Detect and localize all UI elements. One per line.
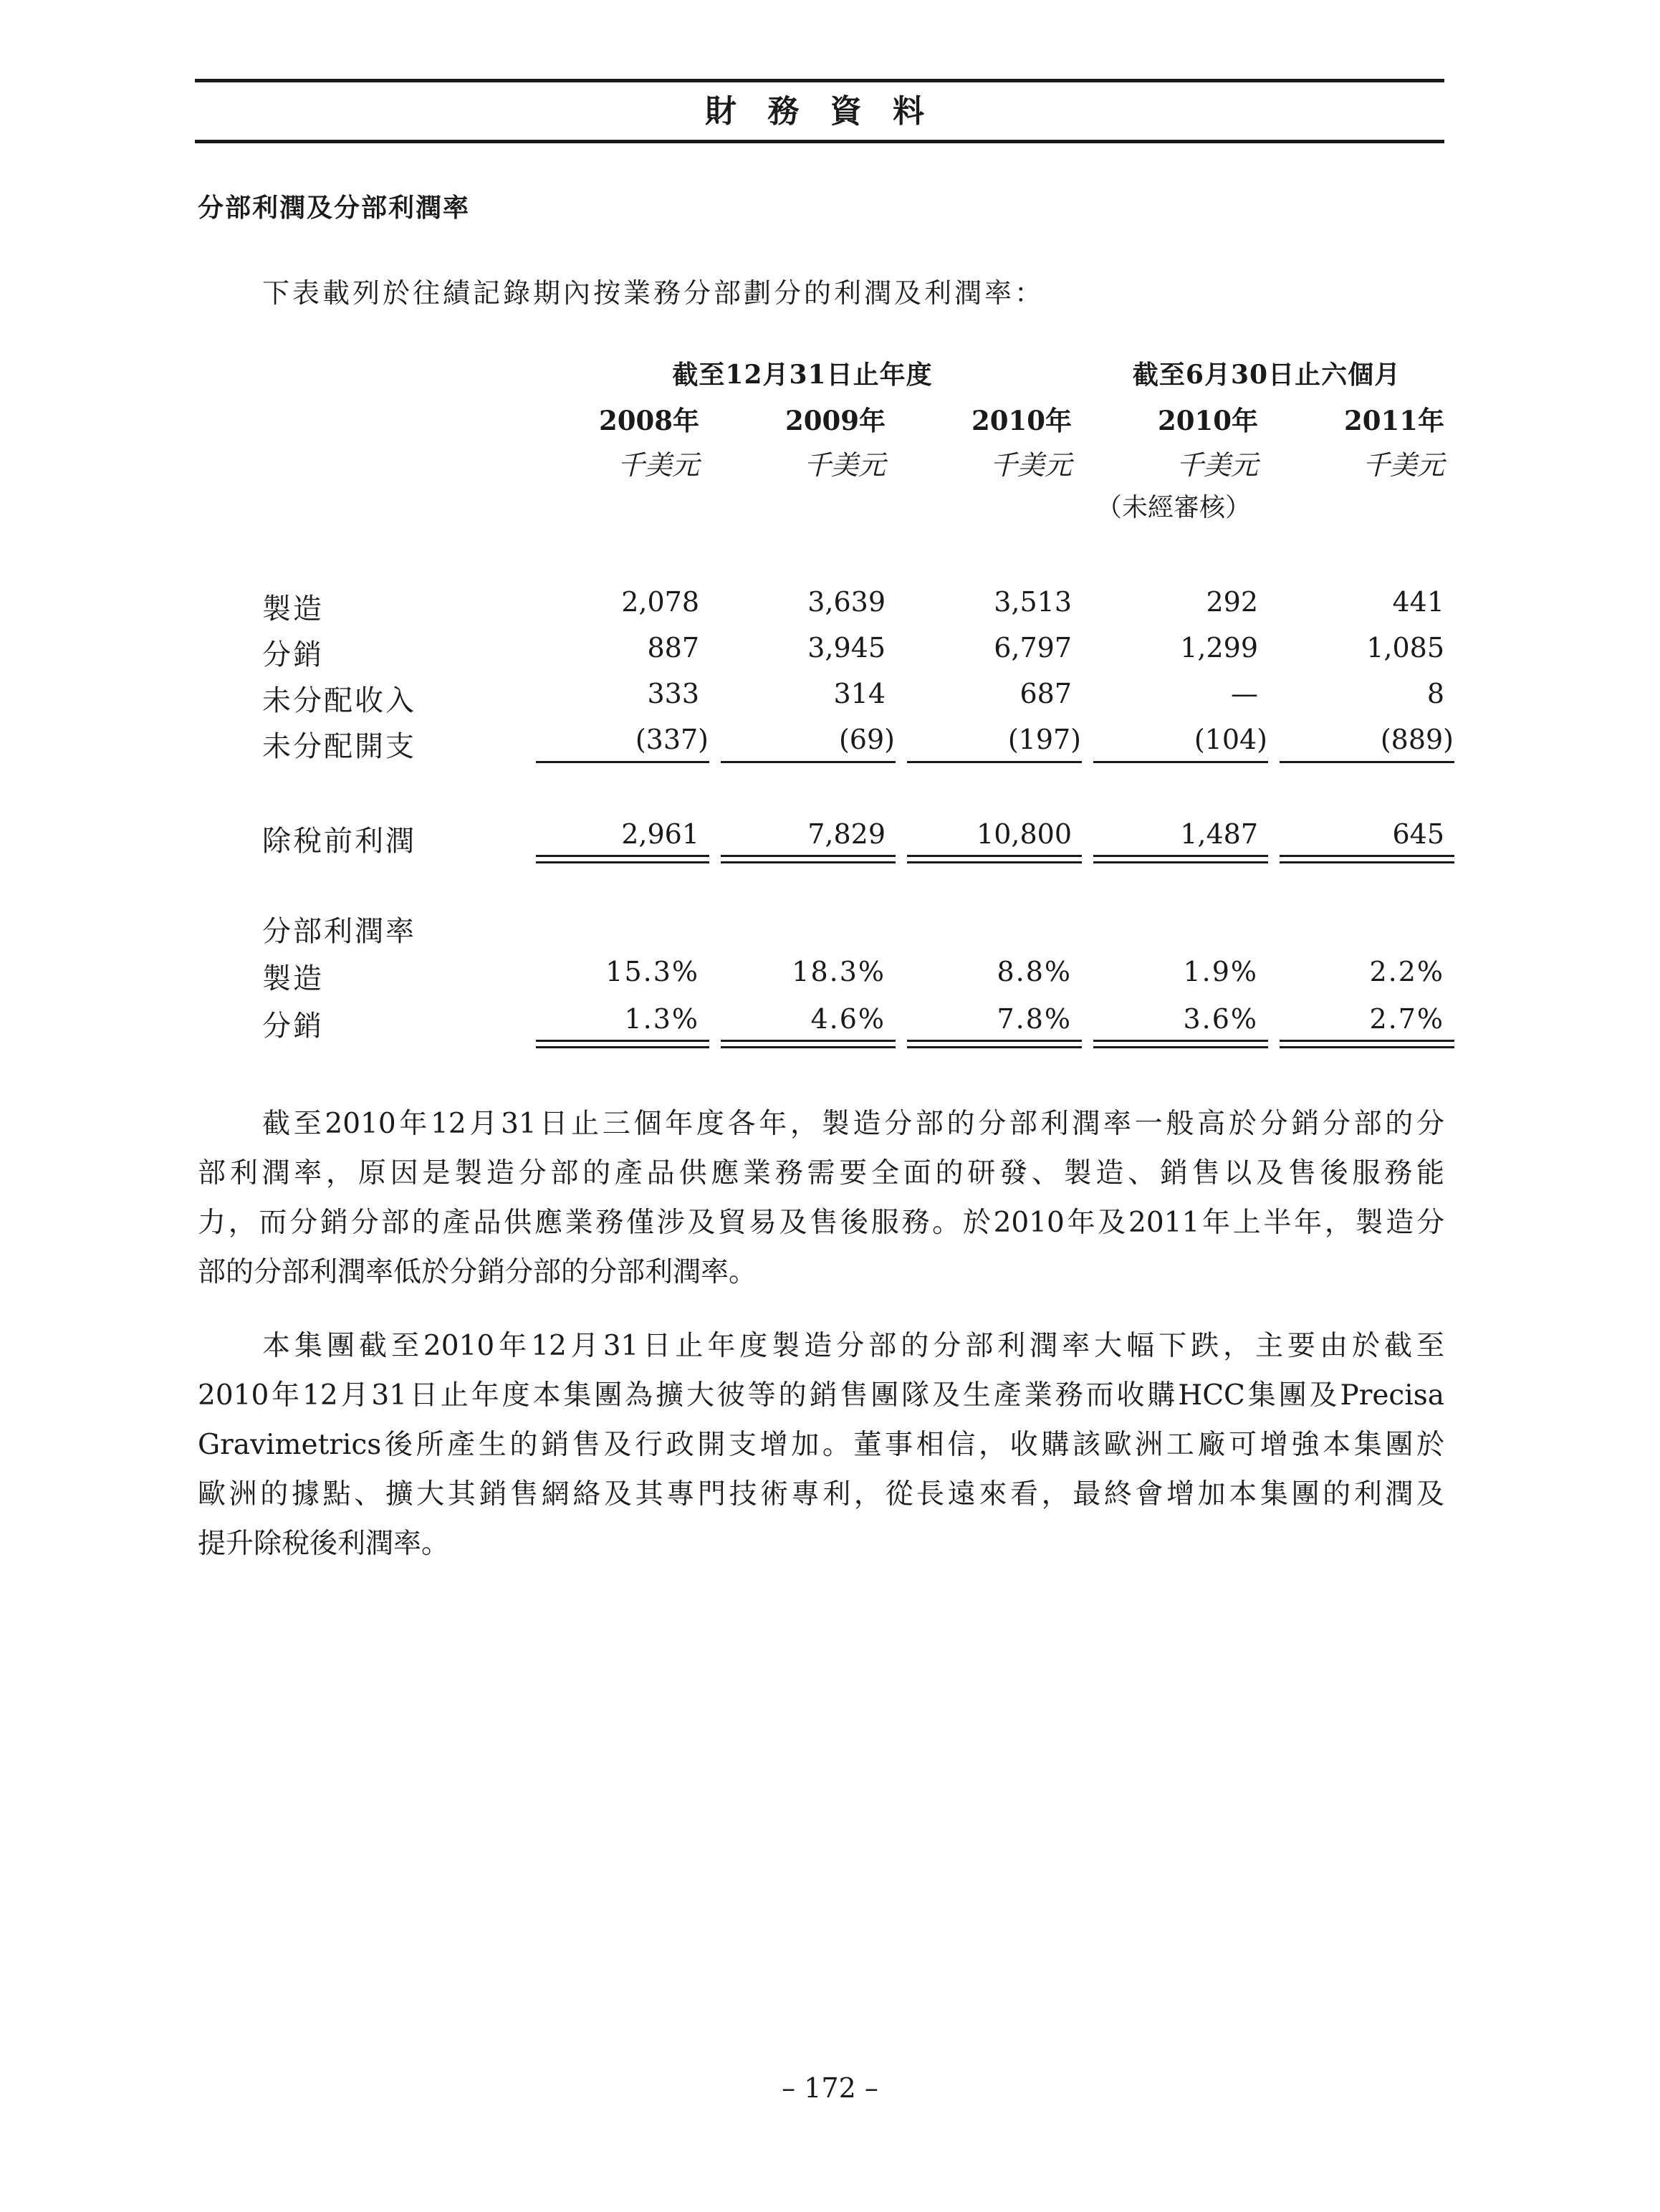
table-cell: 292	[1206, 586, 1258, 618]
subtotal-underline	[907, 761, 1082, 763]
table-cell: 441	[1392, 586, 1444, 618]
total-double-underline	[721, 855, 896, 857]
year-header: 2011年	[1344, 405, 1444, 436]
table-cell: 8	[1426, 678, 1444, 709]
margin-cell: 4.6%	[810, 1003, 886, 1035]
total-double-underline	[721, 861, 896, 863]
paragraph-line: Gravimetrics後所產生的銷售及行政開支增加。董事相信，收購該歐洲工廠可增強本集團於	[198, 1429, 1444, 1461]
row-label: 未分配收入	[262, 684, 416, 717]
row-label: 製造	[262, 593, 324, 626]
total-cell: 10,800	[977, 818, 1072, 850]
subtotal-underline	[1280, 761, 1454, 763]
total-double-underline	[1093, 861, 1268, 863]
table-cell: (104)	[1194, 724, 1267, 755]
margin-row-label: 製造	[262, 962, 324, 995]
margin-cell: 18.3%	[792, 956, 886, 987]
year-header: 2010年	[971, 405, 1072, 436]
margin-cell: 2.2%	[1369, 956, 1444, 987]
page-number: – 172 –	[782, 2072, 878, 2104]
total-double-underline	[1280, 855, 1454, 857]
table-cell: 1,085	[1366, 632, 1444, 664]
paragraph-line: 力，而分銷分部的產品供應業務僅涉及貿易及售後服務。於2010年及2011年上半年，製造分	[198, 1207, 1444, 1239]
paragraph-1	[198, 1099, 1444, 1297]
table-cell: (197)	[1007, 724, 1081, 755]
total-cell: 2,961	[621, 818, 699, 850]
table-cell: 3,639	[807, 586, 886, 618]
unaudited-note: （未經審核）	[1095, 493, 1251, 522]
table-cell: (337)	[635, 724, 709, 755]
year-header: 2010年	[1158, 405, 1258, 436]
margin-double-underline	[536, 1046, 709, 1048]
total-cell: 645	[1392, 818, 1444, 850]
total-double-underline	[1093, 855, 1268, 857]
paragraph-line: 2010年12月31日止年度本集團為擴大彼等的銷售團隊及生產業務而收購HCC集團及Precisa	[198, 1379, 1444, 1412]
unit-header: 千美元	[617, 449, 699, 481]
margin-double-underline	[1093, 1046, 1268, 1048]
margin-double-underline	[1280, 1040, 1454, 1042]
table-cell: 314	[833, 678, 886, 709]
year-header: 2008年	[599, 405, 699, 436]
column-group-annual: 截至12月31日止年度	[672, 360, 933, 390]
table-cell: 2,078	[621, 586, 699, 618]
table-cell: 3,513	[994, 586, 1072, 618]
table-cell: 3,945	[807, 632, 886, 664]
intro-text: 下表載列於往績記錄期內按業務分部劃分的利潤及利潤率：	[262, 277, 1045, 309]
table-cell: 333	[647, 678, 699, 709]
paragraph-line: 部利潤率，原因是製造分部的產品供應業務需要全面的研發、製造、銷售以及售後服務能	[198, 1157, 1444, 1189]
paragraph-line: 提升除稅後利潤率。	[198, 1528, 450, 1560]
margin-double-underline	[721, 1040, 896, 1042]
table-cell: 1,299	[1180, 632, 1258, 664]
year-header: 2009年	[785, 405, 886, 436]
total-cell: 7,829	[807, 818, 886, 850]
total-cell: 1,487	[1180, 818, 1258, 850]
unit-header: 千美元	[803, 449, 886, 481]
paragraph-2	[198, 1321, 1444, 1569]
margin-double-underline	[1280, 1046, 1454, 1048]
header-rule-top	[195, 79, 1444, 82]
subtotal-underline	[536, 761, 709, 763]
paragraph-line: 截至2010年12月31日止三個年度各年，製造分部的分部利潤率一般高於分銷分部的分	[262, 1108, 1444, 1140]
total-double-underline	[907, 855, 1082, 857]
table-cell: (69)	[838, 724, 895, 755]
table-cell: 6,797	[994, 632, 1072, 664]
margin-cell: 7.8%	[997, 1003, 1072, 1035]
margin-row-label: 分銷	[262, 1010, 324, 1043]
table-cell: 687	[1019, 678, 1072, 709]
margin-double-underline	[907, 1046, 1082, 1048]
total-double-underline	[536, 855, 709, 857]
subtotal-underline	[721, 761, 896, 763]
table-cell: (889)	[1380, 724, 1454, 755]
margin-double-underline	[721, 1046, 896, 1048]
column-group-half-year: 截至6月30日止六個月	[1132, 360, 1401, 390]
total-double-underline	[1280, 861, 1454, 863]
margin-cell: 1.3%	[624, 1003, 699, 1035]
paragraph-line: 本集團截至2010年12月31日止年度製造分部的分部利潤率大幅下跌，主要由於截至	[262, 1330, 1444, 1362]
margin-heading: 分部利潤率	[262, 915, 416, 948]
margin-cell: 3.6%	[1183, 1003, 1258, 1035]
margin-cell: 2.7%	[1369, 1003, 1444, 1035]
margin-double-underline	[907, 1040, 1082, 1042]
unit-header: 千美元	[989, 449, 1072, 481]
page-header-title: 財 務 資 料	[705, 93, 934, 130]
margin-double-underline	[536, 1040, 709, 1042]
total-double-underline	[907, 861, 1082, 863]
paragraph-line: 歐洲的據點、擴大其銷售網絡及其專門技術專利，從長遠來看，最終會增加本集團的利潤及	[198, 1478, 1444, 1510]
table-cell: 887	[647, 632, 699, 664]
total-double-underline	[536, 861, 709, 863]
row-label: 未分配開支	[262, 730, 416, 763]
margin-double-underline	[1093, 1040, 1268, 1042]
table-cell: —	[1231, 678, 1258, 709]
unit-header: 千美元	[1176, 449, 1258, 481]
row-label: 分銷	[262, 638, 324, 671]
header-rule-bottom	[195, 140, 1444, 143]
margin-cell: 15.3%	[605, 956, 699, 987]
margin-cell: 1.9%	[1183, 956, 1258, 987]
paragraph-line: 部的分部利潤率低於分銷分部的分部利潤率。	[198, 1256, 757, 1288]
margin-cell: 8.8%	[997, 956, 1072, 987]
section-heading: 分部利潤及分部利潤率	[198, 193, 471, 223]
total-row-label: 除稅前利潤	[262, 825, 416, 858]
subtotal-underline	[1093, 761, 1268, 763]
unit-header: 千美元	[1362, 449, 1444, 481]
